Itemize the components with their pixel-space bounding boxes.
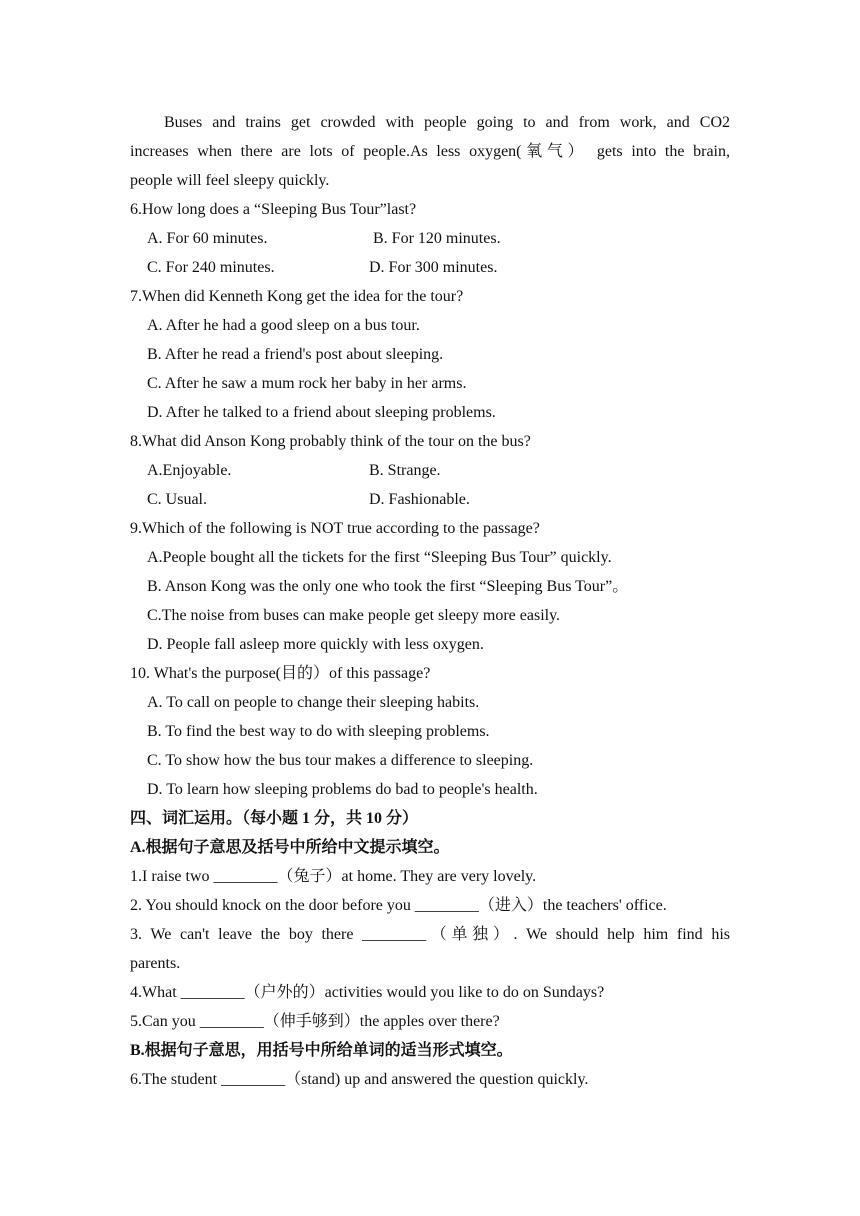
sentence-5: 5.Can you ________（伸手够到）the apples over there? — [130, 1013, 500, 1030]
part-b-instruction: B.根据句子意思，用括号中所给单词的适当形式填空。 — [130, 1042, 513, 1059]
sentence-1: 1.I raise two ________（兔子）at home. They are very lovely. — [130, 868, 537, 885]
option-b: B. To find the best way to do with sleeping problems. — [147, 723, 490, 740]
question-6-options-row-2 — [130, 253, 730, 282]
option-a: A. To call on people to change their sleeping habits. — [147, 694, 480, 711]
section-heading: 四、词汇运用。（每小题 1 分，共 10 分） — [130, 810, 419, 827]
question-8-stem: 8.What did Anson Kong probably think of the tour on the bus? — [130, 433, 531, 450]
sentence-2: 2. You should knock on the door before you ________（进入）the teachers' office. — [130, 897, 667, 914]
option-b: B. Strange. — [369, 462, 441, 479]
option-b: B. Anson Kong was the only one who took the first “Sleeping Bus Tour”。 — [147, 578, 629, 595]
question-6-stem: 6.How long does a “Sleeping Bus Tour”last? — [130, 201, 417, 218]
question-10-stem: 10. What's the purpose(目的）of this passage? — [130, 665, 431, 682]
option-a: A.People bought all the tickets for the first “Sleeping Bus Tour” quickly. — [147, 549, 612, 566]
sentence-3-line-2: parents. — [130, 955, 181, 972]
option-d: D. For 300 minutes. — [369, 259, 498, 276]
option-b: B. After he read a friend's post about sleeping. — [147, 346, 444, 363]
question-8-options-row-1 — [130, 456, 730, 485]
sentence-3-line-1: 3. We can't leave the boy there ________（单独）. We should help him find his — [130, 926, 730, 943]
option-c: C. After he saw a mum rock her baby in her arms. — [147, 375, 467, 392]
option-a: A.Enjoyable. — [147, 462, 232, 479]
option-c: C.The noise from buses can make people get sleepy more easily. — [147, 607, 561, 624]
passage-line-1: Buses and trains get crowded with people going to and from work, and CO2 — [164, 114, 730, 131]
option-d: D. Fashionable. — [369, 491, 470, 508]
question-8-options-row-2 — [130, 485, 730, 514]
option-d: D. People fall asleep more quickly with less oxygen. — [147, 636, 484, 653]
option-b: B. For 120 minutes. — [373, 230, 501, 247]
option-d: D. After he talked to a friend about sleeping problems. — [147, 404, 496, 421]
option-c: C. Usual. — [147, 491, 207, 508]
sentence-6: 6.The student ________（stand) up and answered the question quickly. — [130, 1071, 589, 1088]
question-6-options-row-1 — [130, 224, 730, 253]
passage-line-3: people will feel sleepy quickly. — [130, 172, 330, 189]
part-a-instruction: A.根据句子意思及括号中所给中文提示填空。 — [130, 839, 450, 856]
sentence-4: 4.What ________（户外的）activities would you like to do on Sundays? — [130, 984, 605, 1001]
question-9-stem: 9.Which of the following is NOT true according to the passage? — [130, 520, 540, 537]
question-7-stem: 7.When did Kenneth Kong get the idea for the tour? — [130, 288, 464, 305]
option-d: D. To learn how sleeping problems do bad to people's health. — [147, 781, 538, 798]
document-page — [130, 108, 730, 1094]
passage-line-2: increases when there are lots of people.As less oxygen(氧气） gets into the brain, — [130, 143, 730, 160]
option-c: C. To show how the bus tour makes a difference to sleeping. — [147, 752, 534, 769]
option-a: A. For 60 minutes. — [147, 230, 268, 247]
option-a: A. After he had a good sleep on a bus tour. — [147, 317, 420, 334]
option-c: C. For 240 minutes. — [147, 259, 275, 276]
